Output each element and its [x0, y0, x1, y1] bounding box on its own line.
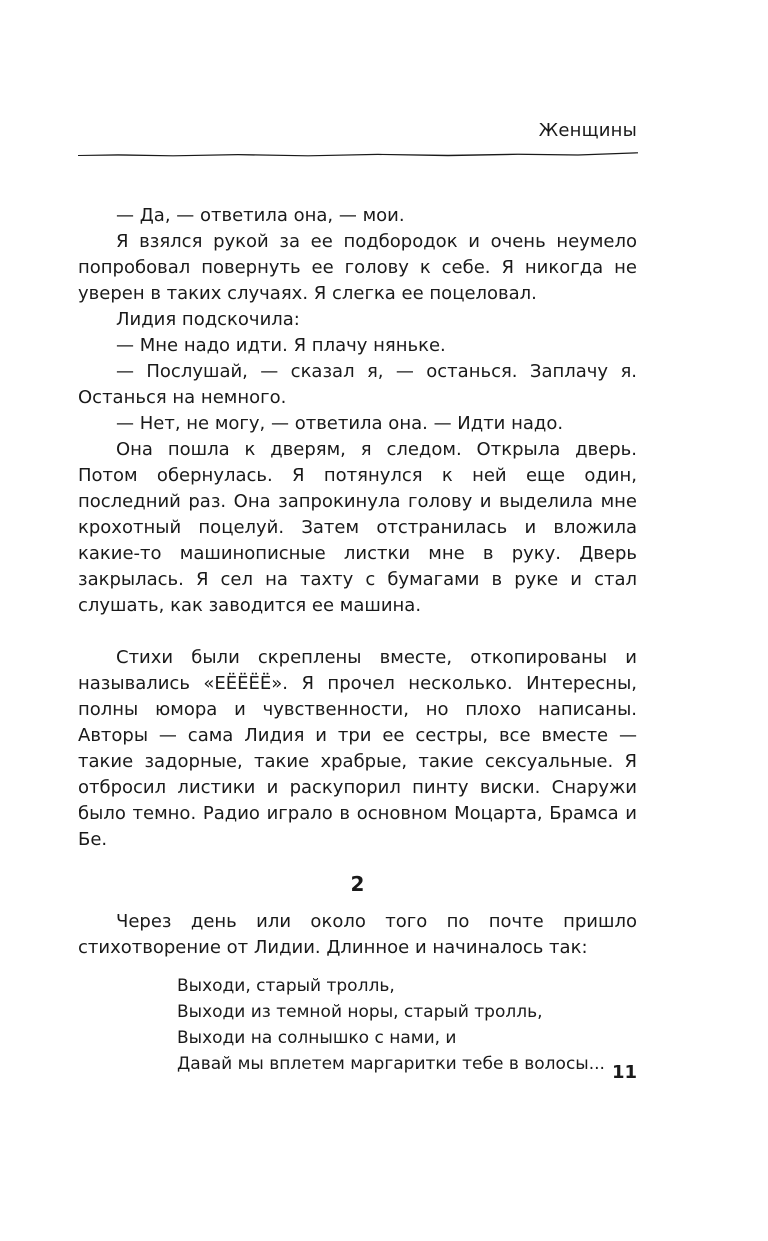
paragraph: Через день или около того по почте пришло стихотворение от Лидии. Длинное и начиналось так: [78, 911, 637, 958]
paragraph: Лидия подскочила: [116, 309, 300, 330]
paragraph: Она пошла к дверям, я следом. Открыла дверь. Потом обернулась. Я потянулся к ней еще один, последний раз. Она запрокинула голову и выделила мне крохотный поцелуй. Затем отстранилась и вложила какие-то машинописные листки мне в руку. Дверь закрылась. Я сел на тахту с бумагами в руке и стал слушать, как заводится ее машина. [78, 439, 637, 616]
page-number: 11 [611, 1062, 637, 1083]
running-title: Женщины [538, 120, 637, 141]
verse-line: Давай мы вплетем маргаритки тебе в волосы... [177, 1054, 605, 1074]
chapter-number: 2 [350, 872, 365, 896]
verse-line: Выходи на солнышко с нами, и [177, 1028, 457, 1048]
body-text [78, 203, 637, 1077]
paragraph: — Да, — ответила она, — мои. [116, 205, 405, 226]
verse-line: Выходи из темной норы, старый тролль, [177, 1002, 543, 1022]
paragraph: Я взялся рукой за ее подбородок и очень неумело попробовал повернуть ее голову к себе. Я никогда не уверен в таких случаях. Я слегка ее поцеловал. [78, 231, 637, 304]
verse-line: Выходи, старый тролль, [177, 976, 395, 996]
header-rule [78, 150, 638, 158]
paragraph: — Нет, не могу, — ответила она. — Идти надо. [116, 413, 564, 434]
paragraph: Стихи были скреплены вместе, откопированы и назывались «ЕЁЁЁЁ». Я прочел несколько. Интересны, полны юмора и чувственности, но плохо написаны. Авторы — сама Лидия и три ее сестры, все вместе — такие задорные, такие храбрые, такие сексуальные. Я отбросил листики и раскупорил пинту виски. Снаружи было темно. Радио играло в основном Моцарта, Брамса и Бе. [78, 647, 637, 850]
paragraph: — Мне надо идти. Я плачу няньке. [116, 335, 446, 356]
paragraph: — Послушай, — сказал я, — останься. Заплачу я. Останься на немного. [78, 361, 637, 408]
poem-excerpt [177, 973, 637, 1077]
